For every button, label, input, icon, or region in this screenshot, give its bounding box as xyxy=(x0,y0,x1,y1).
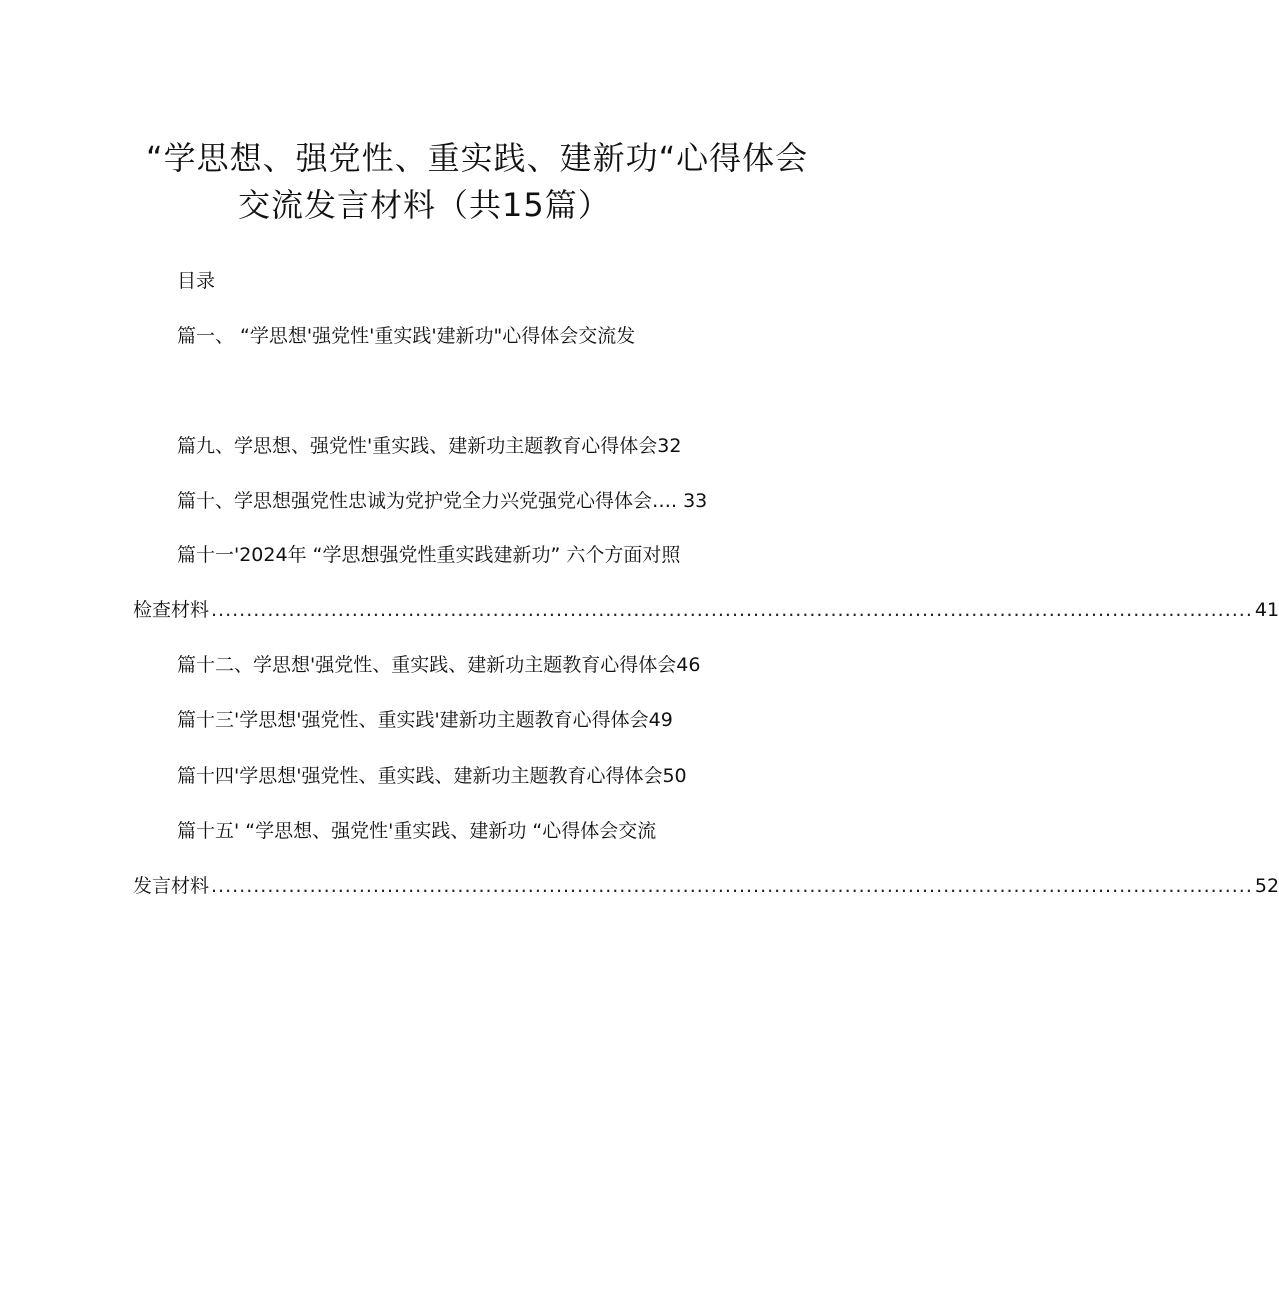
document-title-line-1: “学思想、强党性、重实践、建新功“心得体会 xyxy=(146,139,809,177)
toc-entry: 篇十四'学思想'强党性、重实践、建新功主题教育心得体会50 xyxy=(177,765,687,787)
toc-entry-dotted xyxy=(133,873,1279,899)
toc-entry: 篇十五' “学思想、强党性'重实践、建新功 “心得体会交流 xyxy=(177,820,657,842)
toc-entry: 篇一、 “学思想'强党性'重实践'建新功"心得体会交流发 xyxy=(177,325,636,347)
toc-entry-page: 52 xyxy=(1254,875,1279,897)
toc-entry-page: 41 xyxy=(1254,599,1279,621)
toc-entry-label: 发言材料 xyxy=(133,875,210,897)
toc-entry: 篇十一'2024年 “学思想强党性重实践建新功” 六个方面对照 xyxy=(177,544,681,566)
dot-leader: .................................................................................................................................................... xyxy=(211,875,1253,897)
toc-entry: 篇十二、学思想'强党性、重实践、建新功主题教育心得体会46 xyxy=(177,654,701,676)
toc-heading: 目录 xyxy=(177,270,216,292)
toc-entry: 篇九、学思想、强党性'重实践、建新功主题教育心得体会32 xyxy=(177,435,682,457)
toc-entry-dotted xyxy=(133,597,1279,623)
document-title-line-2: 交流发言材料（共15篇） xyxy=(238,186,611,224)
dot-leader: .................................................................................................................................................... xyxy=(211,599,1253,621)
toc-entry: 篇十三'学思想'强党性、重实践'建新功主题教育心得体会49 xyxy=(177,709,673,731)
toc-entry-label: 检查材料 xyxy=(133,599,210,621)
toc-entry: 篇十、学思想强党性忠诚为党护党全力兴党强党心得体会…. 33 xyxy=(177,490,708,512)
